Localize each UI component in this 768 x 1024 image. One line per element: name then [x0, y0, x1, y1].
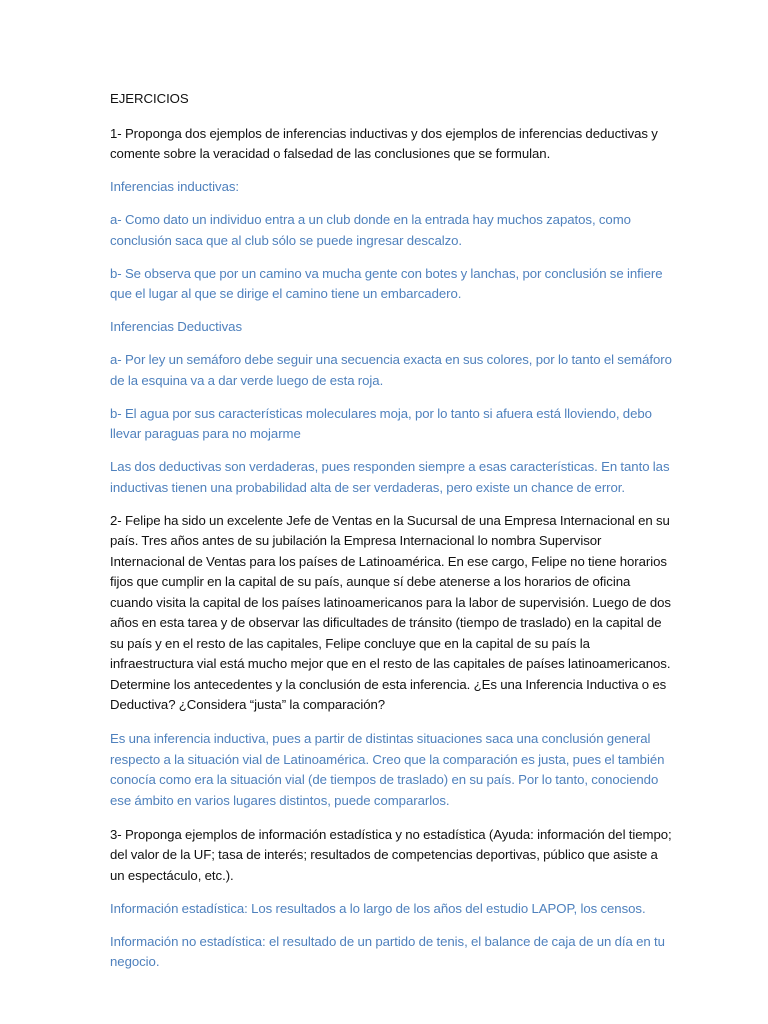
- question-3: 3- Proponga ejemplos de información estadística y no estadística (Ayuda: información del tiempo; del valor de la UF; tasa de interés; resultados de competencias deportivas, público que asiste a un espectáculo, etc.).: [110, 826, 672, 883]
- inductive-example-a: a- Como dato un individuo entra a un club donde en la entrada hay muchos zapatos, como conclusión saca que al club sólo se puede ingresar descalzo.: [110, 212, 631, 248]
- deductive-example-a: a- Por ley un semáforo debe seguir una secuencia exacta en sus colores, por lo tanto el semáforo de la esquina va a dar verde luego de esta roja.: [110, 352, 672, 388]
- inductive-example-b: b- Se observa que por un camino va mucha gente con botes y lanchas, por conclusión se infiere que el lugar al que se dirige el camino tiene un embarcadero.: [110, 265, 663, 301]
- question-1: 1- Proponga dos ejemplos de inferencias inductivas y dos ejemplos de inferencias deductivas y comente sobre la veracidad o falsedad de las conclusiones que se formulan.: [110, 125, 658, 161]
- deductive-example-b: b- El agua por sus características moleculares moja, por lo tanto si afuera está lloviendo, debo llevar paraguas para no mojarme: [110, 405, 652, 441]
- deductive-heading: Inferencias Deductivas: [110, 319, 243, 334]
- question-2: 2- Felipe ha sido un excelente Jefe de Ventas en la Sucursal de una Empresa Internacional en su país. Tres años antes de su jubilación la Empresa Internacional lo nombra Supervisor Internacional de Ventas para los países de Latinoamérica. En ese cargo, Felipe no tiene horarios fijos que cumplir en la capital de su país, aunque sí debe atenerse a los horarios de oficina cuando visita la capital de los países latinoamericanos para la labor de supervisión. Luego de dos años en esta tarea y de observar las dificultades de tránsito (tiempo de traslado) en la capital de su país y en el resto de las capitales, Felipe concluye que en la capital de su país la infraestructura vial está mucho mejor que en el resto de las capitales de países latinoamericanos. Determine los antecedentes y la conclusión de esta inferencia. ¿Es una Inferencia Inductiva o es Deductiva? ¿Considera “justa” la comparación?: [110, 512, 671, 712]
- comment-1: Las dos deductivas son verdaderas, pues responden siempre a esas características. En tanto las inductivas tienen una probabilidad alta de ser verdaderas, pero existe un chance de error.: [110, 459, 670, 495]
- statistical-info: Información estadística: Los resultados a lo largo de los años del estudio LAPOP, los censos.: [110, 900, 646, 916]
- document-title: EJERCICIOS: [110, 91, 189, 106]
- inductive-heading: Inferencias inductivas:: [110, 179, 240, 194]
- non-statistical-info: Información no estadística: el resultado de un partido de tenis, el balance de caja de un día en tu negocio.: [110, 933, 665, 969]
- answer-2: Es una inferencia inductiva, pues a partir de distintas situaciones saca una conclusión general respecto a la situación vial de Latinoamérica. Creo que la comparación es justa, pues el también conocía como era la situación vial (de tiempos de traslado) en su país. Por lo tanto, conociendo ese ámbito en varios lugares distintos, puede compararlos.: [110, 731, 665, 808]
